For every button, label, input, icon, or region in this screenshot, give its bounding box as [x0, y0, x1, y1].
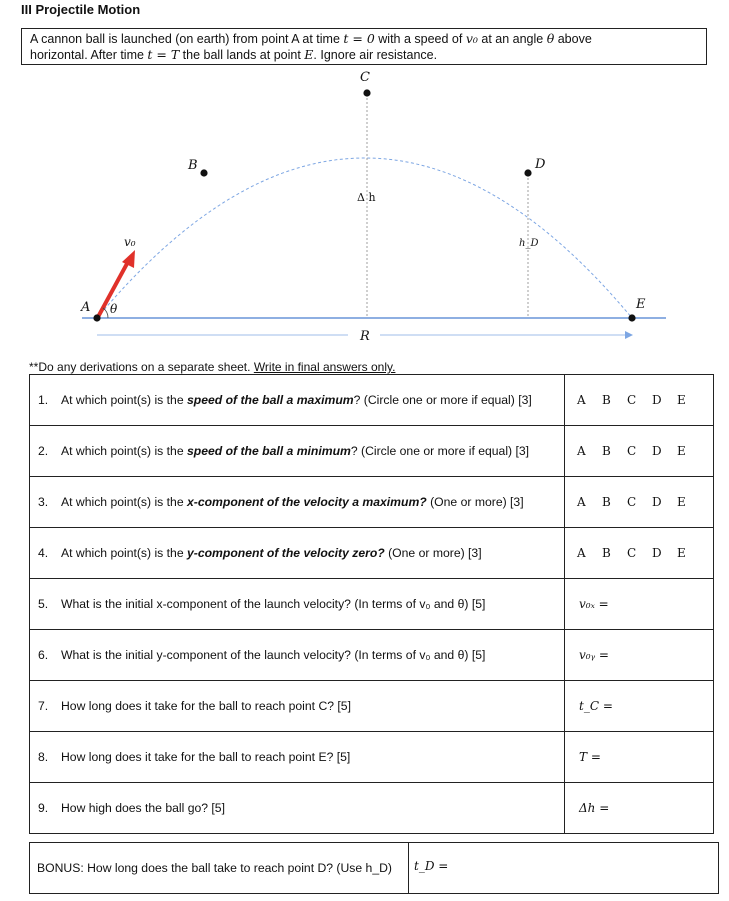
bonus-question: [29, 842, 719, 894]
dh-label: Δ h: [357, 191, 376, 204]
question-text: 3. At which point(s) is the x-component of the velocity a maximum? (One or more) [3]: [30, 477, 565, 528]
statement-line-2: horizontal. After time t = T the ball lands at point E. Ignore air resistance.: [30, 47, 438, 62]
choice-d[interactable]: D: [652, 393, 662, 407]
projectile-diagram: [0, 66, 729, 356]
v0-label: v₀: [124, 235, 136, 249]
choice-d[interactable]: D: [652, 495, 662, 509]
point-c: [363, 89, 370, 96]
point-d: [524, 169, 531, 176]
statement-line-1: A cannon ball is launched (on earth) from point A at time t = 0 with a speed of v₀ at an angle θ above: [30, 31, 592, 46]
answer-field[interactable]: T =: [565, 732, 714, 783]
question-row: [30, 579, 714, 630]
answer-field[interactable]: t_C =: [565, 681, 714, 732]
choice-e[interactable]: E: [677, 546, 686, 560]
answer-field[interactable]: Δh =: [565, 783, 714, 834]
answer-choices: [565, 426, 714, 477]
label-e: E: [636, 297, 646, 312]
choice-c[interactable]: C: [627, 393, 637, 407]
page-title: III Projectile Motion: [21, 2, 141, 17]
choice-e[interactable]: E: [677, 495, 686, 509]
choice-a[interactable]: A: [577, 495, 586, 509]
choice-d[interactable]: D: [652, 444, 662, 458]
instructions: **Do any derivations on a separate sheet. Write in final answers only.: [29, 360, 396, 374]
theta-label: θ: [110, 302, 118, 316]
choice-a[interactable]: A: [577, 444, 586, 458]
question-row: [30, 426, 714, 477]
answer-field[interactable]: v₀ₓ =: [565, 579, 714, 630]
label-b: B: [188, 158, 198, 173]
question-text: 9. How high does the ball go? [5]: [30, 783, 565, 834]
question-text: 2. At which point(s) is the speed of the ball a minimum? (Circle one or more if equal) [3]: [30, 426, 565, 477]
question-row: [30, 732, 714, 783]
questions-table: [29, 374, 714, 834]
choice-a[interactable]: A: [577, 393, 586, 407]
answer-choices: [565, 477, 714, 528]
question-text: 6. What is the initial y-component of the launch velocity? (In terms of v₀ and θ) [5]: [30, 630, 565, 681]
question-text: 1. At which point(s) is the speed of the ball a maximum? (Circle one or more if equal) [3]: [30, 375, 565, 426]
answer-choices: [565, 375, 714, 426]
range-label: R: [360, 329, 370, 344]
choice-a[interactable]: A: [577, 546, 586, 560]
question-row: [30, 681, 714, 732]
point-a: [93, 314, 100, 321]
point-b: [200, 169, 207, 176]
answer-field[interactable]: v₀ᵧ =: [565, 630, 714, 681]
question-row: [30, 375, 714, 426]
choice-e[interactable]: E: [677, 393, 686, 407]
question-row: [30, 783, 714, 834]
label-c: C: [360, 70, 370, 85]
bonus-text: BONUS: How long does the ball take to reach point D? (Use h_D): [37, 861, 392, 875]
choice-c[interactable]: C: [627, 444, 637, 458]
question-text: 5. What is the initial x-component of the launch velocity? (In terms of v₀ and θ) [5]: [30, 579, 565, 630]
question-row: [30, 477, 714, 528]
answer-choices: [565, 528, 714, 579]
question-text: 8. How long does it take for the ball to reach point E? [5]: [30, 732, 565, 783]
question-row: [30, 528, 714, 579]
point-e: [628, 314, 635, 321]
choice-b[interactable]: B: [602, 546, 611, 560]
question-text: 4. At which point(s) is the y-component of the velocity zero? (One or more) [3]: [30, 528, 565, 579]
problem-statement: [21, 28, 707, 65]
choice-d[interactable]: D: [652, 546, 662, 560]
bonus-answer-field[interactable]: t_D =: [414, 859, 449, 873]
hd-label: h_D: [519, 238, 539, 249]
question-text: 7. How long does it take for the ball to reach point C? [5]: [30, 681, 565, 732]
label-d: D: [535, 157, 546, 172]
choice-b[interactable]: B: [602, 495, 611, 509]
choice-b[interactable]: B: [602, 393, 611, 407]
choice-c[interactable]: C: [627, 546, 637, 560]
choice-e[interactable]: E: [677, 444, 686, 458]
label-a: A: [81, 300, 91, 315]
choice-c[interactable]: C: [627, 495, 637, 509]
question-row: [30, 630, 714, 681]
choice-b[interactable]: B: [602, 444, 611, 458]
trajectory-path: [97, 158, 632, 318]
